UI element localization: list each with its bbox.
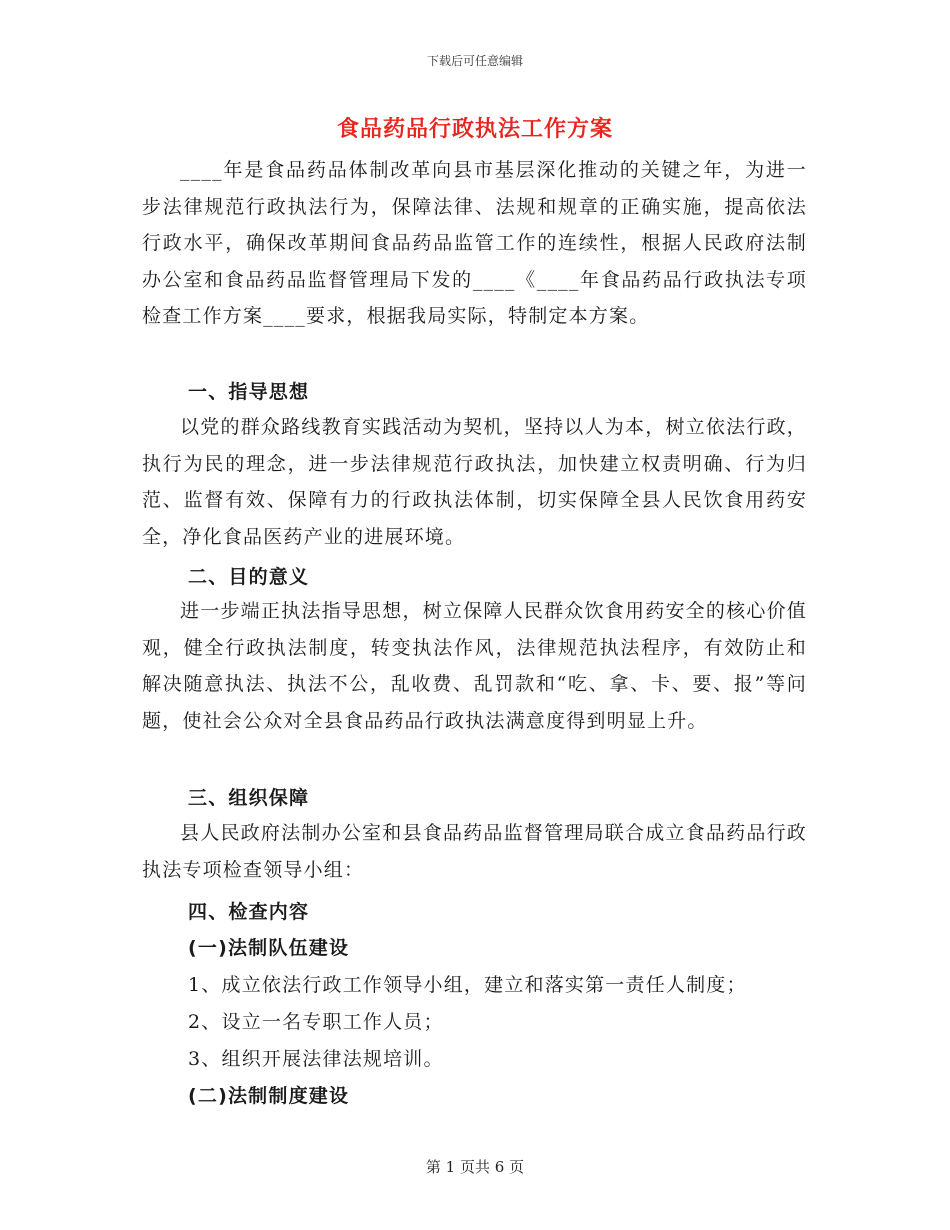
document-title: 食品药品行政执法工作方案 [336,116,613,142]
section-body-purpose: 进一步端正执法指导思想，树立保障人民群众饮食用药安全的核心价值观，健全行政执法制度，转变执法作风，法律规范执法程序，有效防止和解决随意执法、执法不公，乱收费、乱罚款和“吃、拿、卡、要、报”等问题，使社会公众对全县食品药品行政执法满意度得到明显上升。 [142,600,807,732]
section-heading-guiding-thought: 一、指导思想 [188,381,310,403]
list-item: 3、组织开展法律法规培训。 [188,1048,444,1070]
section-heading-inspection-content: 四、检查内容 [188,901,310,923]
section-body-organization: 县人民政府法制办公室和县食品药品监督管理局联合成立食品药品行政执法专项检查领导小组： [142,822,807,881]
intro-paragraph: ____年是食品药品体制改革向县市基层深化推动的关键之年，为进一步法律规范行政执法行为，保障法律、法规和规章的正确实施，提高依法行政水平，确保改革期间食品药品监管工作的连续性，根据人民政府法制办公室和食品药品监督管理局下发的____《____年食品药品行政执法专项检查工作方案____要求，根据我局实际，特制定本方案。 [142,159,807,328]
section-heading-purpose: 二、目的意义 [188,566,310,588]
page-header-note: 下载后可任意编辑 [426,54,523,68]
section-heading-organization: 三、组织保障 [188,787,310,809]
subsection-heading-legal-system: (二)法制制度建设 [188,1085,350,1107]
list-item: 2、设立一名专职工作人员； [188,1011,444,1033]
section-body-guiding-thought: 以党的群众路线教育实践活动为契机，坚持以人为本，树立依法行政，执行为民的理念，进一步法律规范行政执法，加快建立权责明确、行为归范、监督有效、保障有力的行政执法体制，切实保障全县人民饮食用药安全，净化食品医药产业的进展环境。 [142,416,807,548]
list-item: 1、成立依法行政工作领导小组，建立和落实第一责任人制度； [188,974,747,996]
subsection-heading-legal-team: (一)法制队伍建设 [188,937,350,959]
page-number-footer: 第 1 页共 6 页 [425,1158,525,1176]
